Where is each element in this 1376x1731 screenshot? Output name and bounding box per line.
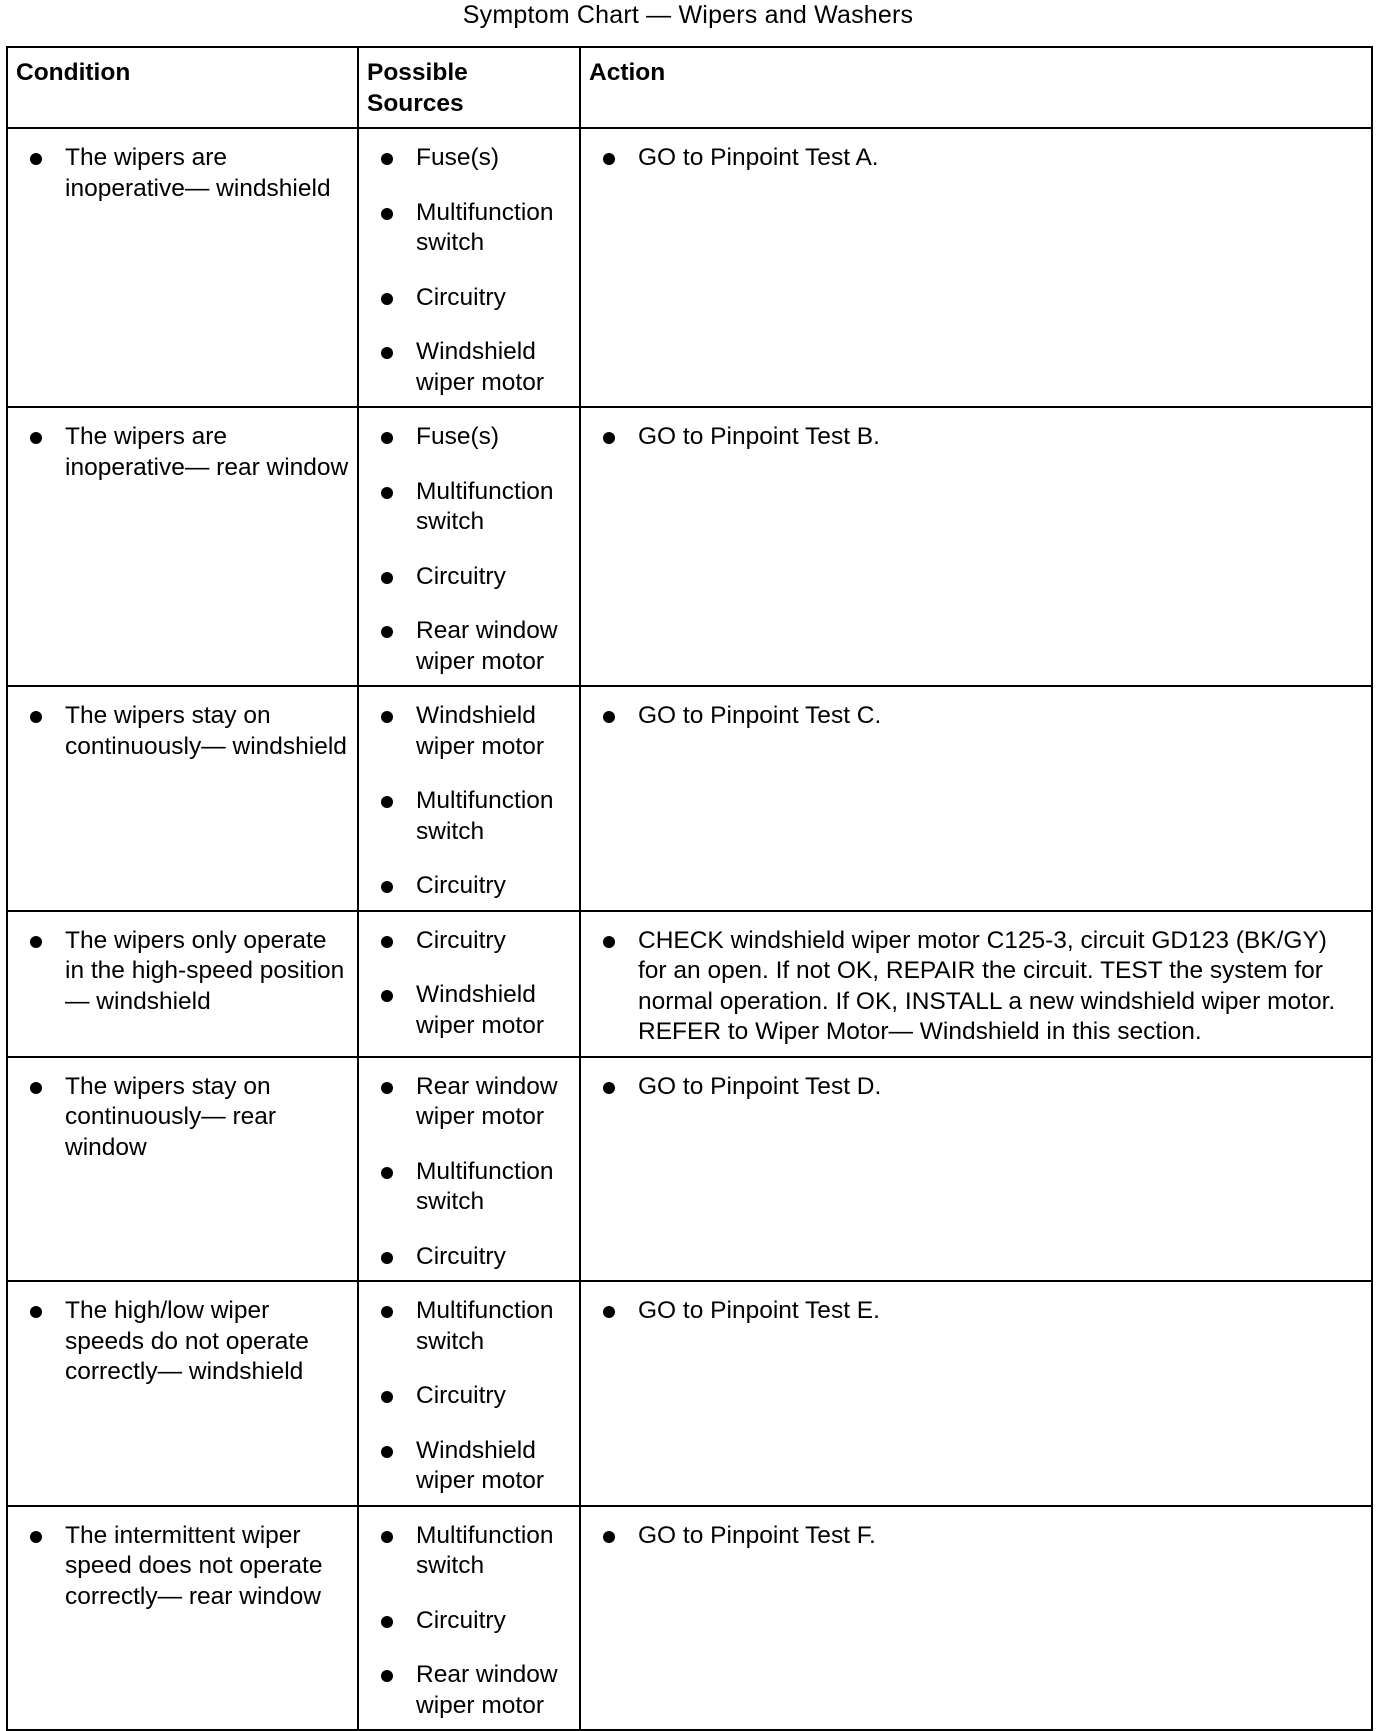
source-item: Circuitry <box>416 283 506 311</box>
header-possible-sources: Possible Sources <box>358 47 580 128</box>
action-text: GO to Pinpoint Test A. <box>638 144 879 171</box>
sources-cell <box>358 911 580 1057</box>
bullet-icon <box>30 1531 42 1543</box>
source-item: Circuitry <box>416 872 506 899</box>
condition-cell <box>7 1281 358 1506</box>
bullet-icon <box>381 990 393 1002</box>
condition-text: The intermittent wiper speed does not operate correctly— rear window <box>65 1521 323 1610</box>
condition-cell <box>7 911 358 1057</box>
source-item: Multifunction switch <box>416 198 554 256</box>
header-condition: Condition <box>7 47 358 128</box>
bullet-icon <box>381 1531 393 1543</box>
source-item: Rear window wiper motor <box>416 617 558 675</box>
source-item: Circuitry <box>416 926 506 954</box>
condition-text: The wipers are inoperative— rear window <box>65 423 349 481</box>
bullet-icon <box>381 1670 393 1682</box>
action-cell <box>580 128 1372 407</box>
source-item: Multifunction switch <box>416 1297 554 1355</box>
bullet-icon <box>381 432 393 444</box>
source-item: Multifunction switch <box>416 477 554 535</box>
condition-cell <box>7 1057 358 1282</box>
sources-cell <box>358 1057 580 1282</box>
source-item: Windshield wiper motor <box>416 702 544 760</box>
bullet-icon <box>381 1446 393 1458</box>
table-row <box>7 1281 1372 1506</box>
bullet-icon <box>381 1167 393 1179</box>
bullet-icon <box>381 208 393 220</box>
condition-text: The high/low wiper speeds do not operate correctly— windshield <box>65 1297 309 1385</box>
bullet-icon <box>603 936 615 948</box>
bullet-icon <box>381 293 393 305</box>
bullet-icon <box>381 572 393 584</box>
header-action: Action <box>580 47 1372 128</box>
bullet-icon <box>603 711 615 723</box>
sources-cell <box>358 1281 580 1506</box>
condition-cell <box>7 128 358 407</box>
symptom-table <box>6 46 1373 1731</box>
header-row <box>7 47 1372 128</box>
bullet-icon <box>381 1252 393 1264</box>
bullet-icon <box>30 711 42 723</box>
table-row <box>7 128 1372 407</box>
source-item: Circuitry <box>416 1382 506 1409</box>
condition-text: The wipers stay on continuously— rear window <box>65 1072 277 1161</box>
bullet-icon <box>381 1306 393 1318</box>
source-item: Multifunction switch <box>416 787 554 845</box>
bullet-icon <box>603 1306 615 1318</box>
condition-cell <box>7 407 358 686</box>
source-item: Multifunction switch <box>416 1157 554 1215</box>
source-item: Windshield wiper motor <box>416 981 544 1039</box>
condition-cell <box>7 686 358 911</box>
source-item: Rear window wiper motor <box>416 1661 558 1719</box>
bullet-icon <box>381 626 393 638</box>
sources-cell <box>358 128 580 407</box>
bullet-icon <box>30 153 42 165</box>
condition-text: The wipers stay on continuously— windshield <box>65 702 347 760</box>
sources-cell <box>358 407 580 686</box>
source-item: Circuitry <box>416 1242 506 1270</box>
chart-title: Symptom Chart — Wipers and Washers <box>462 1 914 29</box>
action-text: CHECK windshield wiper motor C125-3, circuit GD123 (BK/GY) for an open. If not OK, REPAIR the circuit. TEST the system for normal operation. If OK, INSTALL a new windshield wiper motor. REFER to Wiper Motor— Windshield in this section. <box>638 926 1336 1045</box>
condition-text: The wipers only operate in the high-speed position— windshield <box>65 926 345 1015</box>
bullet-icon <box>603 1531 615 1543</box>
source-item: Fuse(s) <box>416 423 500 450</box>
bullet-icon <box>381 936 393 948</box>
bullet-icon <box>603 153 615 165</box>
bullet-icon <box>30 1306 42 1318</box>
bullet-icon <box>381 881 393 893</box>
action-text: GO to Pinpoint Test C. <box>638 702 882 729</box>
bullet-icon <box>30 1082 42 1094</box>
action-cell <box>580 1506 1372 1731</box>
bullet-icon <box>381 711 393 723</box>
bullet-icon <box>381 153 393 165</box>
condition-text: The wipers are inoperative— windshield <box>65 144 331 202</box>
action-cell <box>580 911 1372 1057</box>
source-item: Fuse(s) <box>416 144 500 171</box>
source-item: Windshield wiper motor <box>416 338 544 396</box>
bullet-icon <box>381 487 393 499</box>
action-cell <box>580 407 1372 686</box>
bullet-icon <box>381 1082 393 1094</box>
sources-cell <box>358 686 580 911</box>
table-row <box>7 407 1372 686</box>
source-item: Rear window wiper motor <box>416 1072 558 1130</box>
bullet-icon <box>381 796 393 808</box>
bullet-icon <box>381 1616 393 1628</box>
action-cell <box>580 686 1372 911</box>
action-text: GO to Pinpoint Test E. <box>638 1297 880 1324</box>
table-row <box>7 1506 1372 1731</box>
table-row <box>7 686 1372 911</box>
bullet-icon <box>603 1082 615 1094</box>
source-item: Circuitry <box>416 1606 506 1634</box>
table-row <box>7 1057 1372 1282</box>
source-item: Windshield wiper motor <box>416 1436 544 1494</box>
source-item: Multifunction switch <box>416 1521 554 1579</box>
table-row <box>7 911 1372 1057</box>
sources-cell <box>358 1506 580 1731</box>
action-text: GO to Pinpoint Test F. <box>638 1521 876 1549</box>
bullet-icon <box>603 432 615 444</box>
source-item: Circuitry <box>416 562 506 590</box>
action-text: GO to Pinpoint Test B. <box>638 423 880 450</box>
condition-cell <box>7 1506 358 1731</box>
action-cell <box>580 1057 1372 1282</box>
bullet-icon <box>30 432 42 444</box>
bullet-icon <box>381 1391 393 1403</box>
action-text: GO to Pinpoint Test D. <box>638 1072 882 1100</box>
bullet-icon <box>30 936 42 948</box>
action-cell <box>580 1281 1372 1506</box>
bullet-icon <box>381 347 393 359</box>
